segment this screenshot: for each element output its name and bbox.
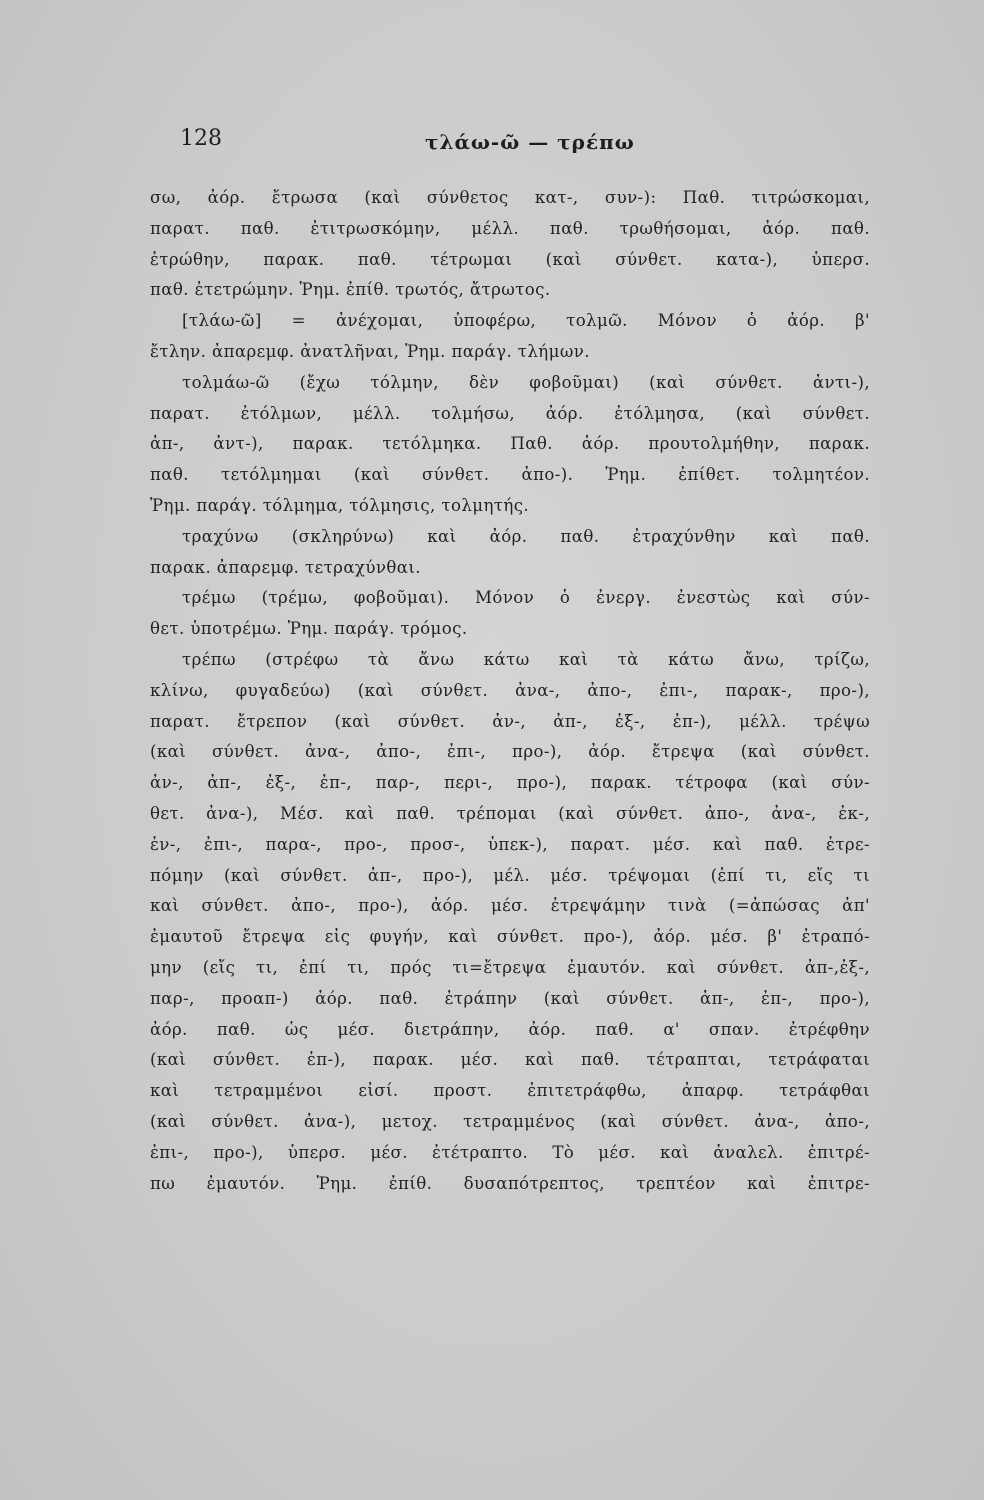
entry-tolmao: τολμάω-ῶ (ἔχω τόλμην, δὲν φοβοῦμαι) (καὶ σύνθετ. ἀντι-), (182, 372, 870, 392)
text-line: ἀπ-, ἀντ-), παρακ. τετόλμηκα. Παθ. ἀόρ. προυτολμήθην, παρακ. (150, 434, 870, 454)
text-line: παρατ. ἔτρεπον (καὶ σύνθετ. ἀν-, ἀπ-, ἐξ-, ἐπ-), μέλλ. τρέψω (150, 711, 870, 731)
entry-trepo: τρέπω (στρέφω τὰ ἄνω κάτω καὶ τὰ κάτω ἄνω, τρίζω, (182, 649, 870, 669)
text-line: ἐμαυτοῦ ἔτρεψα εἰς φυγήν, καὶ σύνθετ. προ-), ἀόρ. μέσ. β' ἐτραπό- (150, 927, 870, 947)
text-line: κλίνω, φυγαδεύω) (καὶ σύνθετ. ἀνα-, ἀπο-, ἐπι-, παρακ-, προ-), (150, 680, 870, 700)
text-line: παρατ. ἐτόλμων, μέλλ. τολμήσω, ἀόρ. ἐτόλμησα, (καὶ σύνθετ. (150, 403, 870, 423)
running-title: τλάω-ῶ — τρέπω (425, 130, 635, 154)
text-line: παθ. τετόλμημαι (καὶ σύνθετ. ἀπο-). Ῥημ. ἐπίθετ. τολμητέον. (150, 465, 870, 485)
text-line: παρακ. ἀπαρεμφ. τετραχύνθαι. (150, 557, 421, 577)
text-line: σω, ἀόρ. ἔτρωσα (καὶ σύνθετος κατ-, συν-): Παθ. τιτρώσκομαι, (150, 188, 870, 207)
text-line: ἐτρώθην, παρακ. παθ. τέτρωμαι (καὶ σύνθετ. κατα-), ὑπερσ. (150, 249, 870, 269)
text-line: παρ-, προαπ-) ἀόρ. παθ. ἐτράπην (καὶ σύνθετ. ἀπ-, ἐπ-, προ-), (150, 988, 870, 1008)
text-line: ἀόρ. παθ. ὡς μέσ. διετράπην, ἀόρ. παθ. α' σπαν. ἐτρέφθην (150, 1019, 870, 1039)
text-line: ἔτλην. ἀπαρεμφ. ἀνατλῆναι, Ῥημ. παράγ. τλήμων. (150, 341, 590, 361)
entry-tremo: τρέμω (τρέμω, φοβοῦμαι). Μόνον ὁ ἐνεργ. ἐνεστὼς καὶ σύν- (182, 588, 870, 608)
text-line: ἐν-, ἐπι-, παρα-, προ-, προσ-, ὑπεκ-), παρατ. μέσ. καὶ παθ. ἐτρε- (150, 834, 870, 854)
page-header (180, 126, 860, 166)
page-number: 128 (180, 126, 222, 151)
text-line: θετ. ὑποτρέμω. Ῥημ. παράγ. τρόμος. (150, 619, 468, 639)
text-line: (καὶ σύνθετ. ἐπ-), παρακ. μέσ. καὶ παθ. τέτραπται, τετράφαται (150, 1050, 870, 1070)
text-line: καὶ σύνθετ. ἀπο-, προ-), ἀόρ. μέσ. ἐτρεψάμην τινὰ (=ἀπώσας ἀπ' (150, 896, 870, 916)
entry-trachyno: τραχύνω (σκληρύνω) καὶ ἀόρ. παθ. ἐτραχύνθην καὶ παθ. (182, 526, 870, 546)
text-line: καὶ τετραμμένοι εἰσί. προστ. ἐπιτετράφθω, ἀπαρφ. τετράφθαι (150, 1081, 870, 1101)
text-line: ἀν-, ἀπ-, ἐξ-, ἐπ-, παρ-, περι-, προ-), παρακ. τέτροφα (καὶ σύν- (150, 773, 870, 793)
text-line: παθ. ἐτετρώμην. Ῥημ. ἐπίθ. τρωτός, ἄτρωτος. (150, 280, 551, 300)
text-line: πω ἐμαυτόν. Ῥημ. ἐπίθ. δυσαπότρεπτος, τρεπτέον καὶ ἐπιτρε- (150, 1173, 870, 1193)
text-line: θετ. ἀνα-), Μέσ. καὶ παθ. τρέπομαι (καὶ σύνθετ. ἀπο-, ἀνα-, ἐκ-, (150, 803, 870, 823)
text-line: πόμην (καὶ σύνθετ. ἀπ-, προ-), μέλ. μέσ. τρέψομαι (ἐπί τι, εἴς τι (150, 865, 870, 885)
text-line: Ῥημ. παράγ. τόλμημα, τόλμησις, τολμητής. (150, 495, 530, 515)
text-line: (καὶ σύνθετ. ἀνα-, ἀπο-, ἐπι-, προ-), ἀόρ. ἔτρεψα (καὶ σύνθετ. (150, 742, 870, 762)
text-line: ἐπι-, προ-), ὑπερσ. μέσ. ἐτέτραπτο. Τὸ μέσ. καὶ ἀναλελ. ἐπιτρέ- (150, 1142, 870, 1162)
text-line: (καὶ σύνθετ. ἀνα-), μετοχ. τετραμμένος (καὶ σύνθετ. ἀνα-, ἀπο-, (150, 1111, 870, 1131)
text-line: παρατ. παθ. ἐτιτρωσκόμην, μέλλ. παθ. τρωθήσομαι, ἀόρ. παθ. (150, 218, 870, 238)
dictionary-text (150, 183, 870, 1199)
text-line: μην (εἴς τι, ἐπί τι, πρός τι=ἔτρεψα ἐμαυτόν. καὶ σύνθετ. ἀπ-,ἐξ-, (150, 957, 870, 977)
entry-tlao: [τλάω-ῶ] = ἀνέχομαι, ὑποφέρω, τολμῶ. Μόνον ὁ ἀόρ. β' (182, 311, 870, 331)
